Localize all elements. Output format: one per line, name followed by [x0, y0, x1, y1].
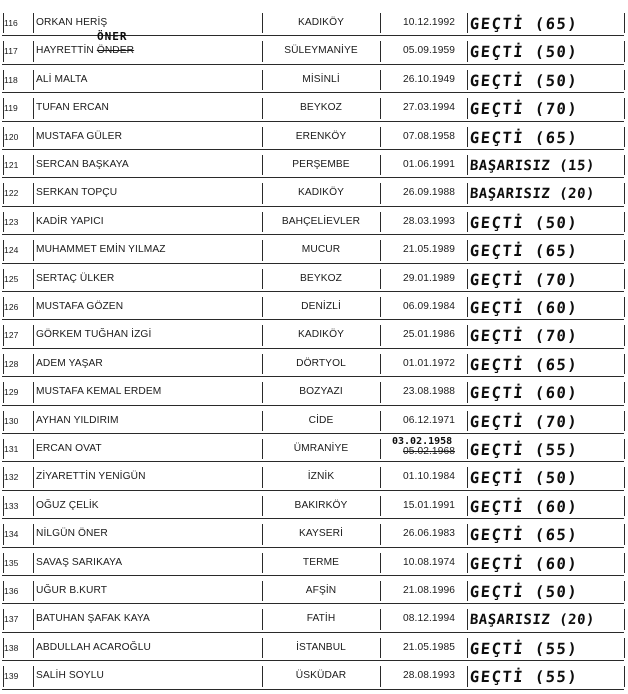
name-text: HAYRETTİN: [36, 45, 94, 57]
birth-place: KADIKÖY: [298, 329, 344, 341]
row-number: 131: [4, 444, 19, 454]
birth-place: PERŞEMBE: [292, 159, 350, 170]
exam-result: GEÇTİ (55): [469, 441, 579, 459]
column-divider: [33, 212, 34, 232]
row-number: 139: [4, 671, 19, 682]
birth-place: ÜMRANİYE: [293, 443, 349, 454]
column-divider: [33, 325, 34, 345]
row-number: 117: [4, 46, 18, 57]
exam-result: GEÇTİ (70): [469, 412, 579, 431]
person-name: [36, 604, 266, 632]
table-row: [0, 548, 628, 576]
row-number: 130: [4, 415, 19, 426]
column-divider: [33, 155, 34, 175]
birth-date: 23.08.1988: [403, 386, 455, 398]
name-text: SERCAN BAŞKAYA: [36, 159, 129, 170]
column-divider: [33, 98, 34, 118]
row-number: 135: [4, 557, 19, 568]
exam-result: GEÇTİ (50): [469, 213, 579, 232]
row-number: 137: [4, 614, 19, 625]
birth-date: 21.05.1989: [403, 244, 455, 256]
name-text: ORKAN HERİŞ: [36, 17, 108, 28]
exam-result: GEÇTİ (60): [469, 299, 579, 317]
birth-place: BOZYAZI: [299, 386, 343, 398]
person-name: [36, 235, 266, 263]
column-divider: [33, 354, 34, 374]
column-divider: [33, 496, 34, 516]
column-divider: [33, 382, 34, 402]
birth-date: 15.01.1991: [403, 499, 455, 511]
person-name: [36, 434, 266, 462]
name-text: ZİYARETTİN YENİGÜN: [36, 471, 146, 483]
table-row: [0, 30, 628, 64]
table-row: [0, 661, 628, 689]
row-number: 122: [4, 188, 19, 199]
birth-date: 26.09.1988: [403, 187, 455, 199]
birth-date: 06.09.1984: [403, 301, 455, 312]
person-name: [36, 150, 266, 178]
table-row: [0, 406, 628, 434]
person-name: [36, 178, 266, 206]
birth-date: 06.12.1971: [403, 414, 455, 426]
table-row: [0, 320, 628, 348]
column-divider: [33, 240, 34, 260]
handwritten-date-correction: 03.02.1958: [392, 436, 453, 447]
birth-date: 26.10.1949: [403, 73, 455, 85]
name-text: TUFAN ERCAN: [36, 102, 109, 114]
table-row: [0, 292, 628, 320]
name-text: UĞUR B.KURT: [36, 585, 108, 596]
name-text: KADİR YAPICI: [36, 215, 104, 227]
birth-date: 29.01.1989: [403, 272, 455, 284]
person-name: [36, 519, 266, 547]
person-name: [36, 576, 266, 604]
name-text: SERTAÇ ÜLKER: [36, 272, 115, 284]
name-text: GÖRKEM TUĞHAN İZGİ: [36, 329, 152, 341]
column-divider: [33, 553, 34, 573]
birth-date: 05.09.1959: [403, 45, 455, 57]
birth-place: AFŞİN: [305, 585, 337, 596]
row-number: 127: [4, 330, 19, 341]
name-text: NİLGÜN ÖNER: [36, 528, 108, 540]
name-text: SAVAŞ SARIKAYA: [36, 556, 123, 568]
exam-result: GEÇTİ (65): [469, 242, 579, 261]
row-number: 120: [4, 131, 19, 142]
birth-place: BAHÇELİEVLER: [281, 215, 361, 227]
table-row: [0, 434, 628, 462]
exam-result: GEÇTİ (60): [469, 384, 579, 403]
column-divider: [33, 609, 34, 629]
table-row: [0, 377, 628, 405]
exam-result: GEÇTİ (65): [469, 15, 579, 33]
birth-place: İZNİK: [307, 471, 335, 483]
column-divider: [33, 439, 34, 459]
table-row: [0, 207, 628, 235]
birth-place: ERENKÖY: [295, 130, 347, 142]
column-divider: [33, 127, 34, 147]
column-divider: [33, 638, 34, 658]
birth-place: BEYKOZ: [300, 102, 342, 114]
name-text: ADEM YAŞAR: [36, 357, 103, 369]
birth-place: KADIKÖY: [298, 17, 344, 28]
person-name: [36, 122, 266, 150]
birth-date: 27.03.1994: [403, 102, 455, 114]
birth-place: SÜLEYMANİYE: [284, 45, 358, 57]
birth-date: 07.08.1958: [403, 130, 455, 142]
birth-date: 28.08.1993: [403, 670, 455, 682]
exam-result: GEÇTİ (55): [469, 639, 579, 658]
birth-date: 10.12.1992: [403, 17, 455, 28]
row-number: 129: [4, 387, 19, 398]
birth-date: 01.10.1984: [403, 471, 455, 483]
exam-result: GEÇTİ (50): [469, 583, 579, 601]
table-row: [0, 264, 628, 292]
birth-place: BAKIRKÖY: [294, 499, 348, 511]
exam-result: GEÇTİ (65): [469, 128, 579, 147]
name-text: MUSTAFA GÖZEN: [36, 301, 124, 312]
exam-result: BAŞARISIZ (20): [469, 612, 596, 629]
person-name: [36, 406, 266, 434]
birth-date: 01.01.1972: [403, 357, 455, 369]
person-name: [36, 207, 266, 235]
birth-place: ÜSKÜDAR: [295, 670, 347, 682]
column-divider: [33, 411, 34, 431]
birth-date: 21.05.1985: [403, 641, 455, 653]
table-row: [0, 349, 628, 377]
person-name: [36, 661, 266, 689]
person-name: [36, 292, 266, 320]
column-divider: [33, 581, 34, 601]
row-number: 123: [4, 216, 19, 227]
table-row: [0, 178, 628, 206]
row-number: 134: [4, 529, 19, 540]
column-divider: [33, 269, 34, 289]
row-number: 128: [4, 358, 19, 369]
table-row: [0, 93, 628, 121]
handwritten-correction: ÖNER: [97, 30, 128, 44]
exam-result: GEÇTİ (70): [469, 100, 579, 119]
birth-date: 21.08.1996: [403, 585, 455, 596]
row-number: 118: [4, 74, 18, 85]
exam-result: GEÇTİ (50): [469, 469, 579, 488]
person-name: [36, 633, 266, 661]
column-divider: [33, 467, 34, 487]
person-name: [36, 320, 266, 348]
name-text: MUSTAFA GÜLER: [36, 130, 123, 142]
exam-result: GEÇTİ (60): [469, 497, 579, 516]
table-row: [0, 491, 628, 519]
birth-date: 01.06.1991: [403, 159, 455, 170]
name-text: ABDULLAH ACAROĞLU: [36, 641, 151, 653]
birth-place: KADIKÖY: [298, 187, 344, 199]
birth-place: KAYSERİ: [298, 528, 344, 540]
row-number: 133: [4, 500, 19, 511]
table-row: [0, 519, 628, 547]
person-name: [36, 65, 266, 93]
name-text: SERKAN TOPÇU: [36, 187, 118, 199]
table-row: [0, 150, 628, 178]
exam-result: GEÇTİ (55): [469, 668, 579, 687]
exam-result: BAŞARISIZ (20): [469, 186, 596, 203]
birth-date: 10.08.1974: [403, 556, 455, 568]
row-number: 126: [4, 302, 19, 312]
row-number: 121: [4, 160, 19, 170]
birth-place: İSTANBUL: [296, 641, 346, 653]
table-row: [0, 8, 628, 36]
birth-place: DÖRTYOL: [296, 357, 346, 369]
row-number: 119: [4, 103, 18, 114]
column-divider: [33, 666, 34, 686]
name-text: MUHAMMET EMİN YILMAZ: [36, 244, 166, 256]
row-number: 125: [4, 273, 19, 284]
birth-date: 08.12.1994: [403, 613, 455, 625]
row-number: 136: [4, 586, 19, 596]
column-divider: [33, 183, 34, 203]
exam-result: GEÇTİ (65): [469, 355, 579, 374]
person-name: [36, 93, 266, 121]
person-name: [36, 36, 266, 64]
birth-place: BEYKOZ: [300, 272, 342, 284]
exam-result: BAŞARISIZ (15): [469, 158, 596, 174]
birth-date: 28.03.1993: [403, 215, 455, 227]
row-number: 132: [4, 472, 19, 483]
birth-place: DENİZLİ: [301, 301, 341, 312]
person-name: [36, 548, 266, 576]
column-divider: [33, 41, 34, 61]
row-number: 124: [4, 245, 19, 256]
table-row: [0, 576, 628, 604]
birth-date: 26.06.1983: [403, 528, 455, 540]
name-text: AYHAN YILDIRIM: [36, 414, 119, 426]
exam-result: GEÇTİ (50): [469, 43, 579, 62]
struck-surname: ÖNDER: [96, 45, 135, 57]
row-number: 138: [4, 642, 19, 653]
exam-result: GEÇTİ (65): [469, 526, 579, 545]
name-text: OĞUZ ÇELİK: [36, 499, 99, 511]
column-divider: [33, 13, 34, 33]
table-row: [0, 235, 628, 263]
birth-place: MUCUR: [301, 244, 341, 256]
table-row: [0, 462, 628, 490]
column-divider: [33, 524, 34, 544]
struck-date: 05.02.1968: [403, 446, 455, 457]
birth-place: FATİH: [306, 613, 336, 625]
table-row: [0, 604, 628, 632]
person-name: [36, 377, 266, 405]
row-number: 116: [4, 18, 18, 28]
column-divider: [33, 297, 34, 317]
exam-result: GEÇTİ (50): [469, 71, 579, 90]
exam-result: GEÇTİ (60): [469, 554, 579, 573]
column-divider: [33, 70, 34, 90]
birth-place: MİSİNLİ: [302, 73, 340, 85]
name-text: BATUHAN ŞAFAK KAYA: [36, 613, 150, 625]
name-text: ERCAN OVAT: [36, 443, 102, 454]
person-name: [36, 462, 266, 490]
person-name: [36, 349, 266, 377]
table-row: [0, 633, 628, 661]
birth-place: CİDE: [308, 414, 334, 426]
name-text: SALİH SOYLU: [36, 670, 104, 682]
name-text: ALİ MALTA: [36, 73, 88, 85]
exam-result: GEÇTİ (70): [469, 327, 579, 346]
exam-result: GEÇTİ (70): [469, 270, 579, 289]
table-row: [0, 122, 628, 150]
table-row: [0, 65, 628, 93]
person-name: [36, 264, 266, 292]
birth-date: 25.01.1986: [403, 329, 455, 341]
person-name: [36, 8, 266, 36]
name-text: MUSTAFA KEMAL ERDEM: [36, 386, 162, 398]
person-name: [36, 491, 266, 519]
birth-place: TERME: [302, 556, 340, 568]
